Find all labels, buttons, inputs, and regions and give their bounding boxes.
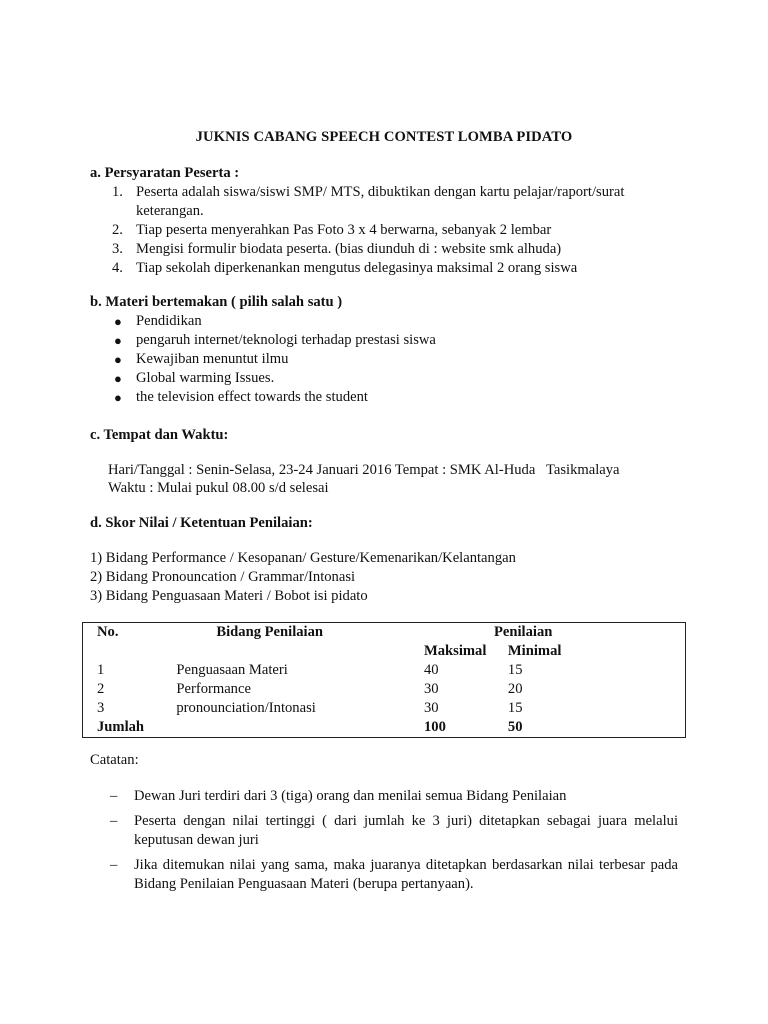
- section-d-heading: d. Skor Nilai / Ketentuan Penilaian:: [90, 515, 313, 531]
- themes-list: [112, 312, 672, 407]
- requirements-list: [112, 183, 692, 278]
- bullet-icon: ●: [114, 333, 122, 348]
- dash-icon: –: [110, 788, 118, 804]
- dash-icon: –: [110, 813, 118, 829]
- table-total-row: Jumlah 100 50: [97, 719, 523, 735]
- list-item: 3. Mengisi formulir biodata peserta. (bias diunduh di : website smk alhuda): [112, 241, 562, 257]
- header-no: No.: [97, 624, 119, 640]
- list-item: ● the television effect towards the student: [114, 389, 368, 405]
- section-c-heading: c. Tempat dan Waktu:: [90, 427, 229, 443]
- criteria-item: 1) Bidang Performance / Kesopanan/ Gesture/Kemenarikan/Kelantangan: [90, 550, 516, 566]
- notes-list: [106, 787, 678, 900]
- table-row: 2 Performance 30 20: [97, 681, 523, 697]
- header-maksimal: Maksimal: [423, 643, 487, 659]
- list-item: – Jika ditemukan nilai yang sama, maka juaranya ditetapkan berdasarkan nilai terbesar pada Bidang Penilaian Penguasaan Materi (berupa pertanyaan).: [110, 857, 678, 892]
- table-row: 1 Penguasaan Materi 40 15: [97, 662, 523, 678]
- list-item: ● Pendidikan: [114, 313, 202, 329]
- schedule-line: Hari/Tanggal : Senin-Selasa, 23-24 Januari 2016 Tempat : SMK Al-Huda Tasikmalaya: [108, 462, 620, 478]
- list-item: – Peserta dengan nilai tertinggi ( dari jumlah ke 3 juri) ditetapkan sebagai juara melalui keputusan dewan juri: [110, 813, 678, 848]
- list-item: 2. Tiap peserta menyerahkan Pas Foto 3 x 4 berwarna, sebanyak 2 lembar: [112, 222, 552, 238]
- bullet-icon: ●: [114, 352, 122, 367]
- header-minimal: Minimal: [507, 643, 562, 659]
- section-b-heading: b. Materi bertemakan ( pilih salah satu ): [90, 294, 343, 310]
- header-bidang: Bidang Penilaian: [216, 624, 324, 640]
- bullet-icon: ●: [114, 314, 122, 329]
- list-item: ● Kewajiban menuntut ilmu: [114, 351, 289, 367]
- header-penilaian: Penilaian: [493, 624, 553, 640]
- list-item: ● Global warming Issues.: [114, 370, 275, 386]
- list-item: 1. Peserta adalah siswa/siswi SMP/ MTS, dibuktikan dengan kartu pelajar/raport/surat keterangan.: [112, 184, 625, 219]
- document-title: JUKNIS CABANG SPEECH CONTEST LOMBA PIDATO: [195, 129, 573, 145]
- list-item: – Dewan Juri terdiri dari 3 (tiga) orang dan menilai semua Bidang Penilaian: [110, 788, 567, 804]
- list-item: ● pengaruh internet/teknologi terhadap prestasi siswa: [114, 332, 436, 348]
- list-item: 4. Tiap sekolah diperkenankan mengutus delegasinya maksimal 2 orang siswa: [112, 260, 578, 276]
- criteria-item: 3) Bidang Penguasaan Materi / Bobot isi pidato: [90, 588, 368, 604]
- criteria-item: 2) Bidang Pronouncation / Grammar/Intonasi: [90, 569, 356, 585]
- notes-heading: Catatan:: [90, 752, 139, 768]
- dash-icon: –: [110, 857, 118, 873]
- bullet-icon: ●: [114, 371, 122, 386]
- bullet-icon: ●: [114, 390, 122, 405]
- section-a-heading: a. Persyaratan Peserta :: [90, 165, 240, 181]
- table-row: 3 pronounciation/Intonasi 30 15: [97, 700, 523, 716]
- time-line: Waktu : Mulai pukul 08.00 s/d selesai: [108, 480, 329, 496]
- scoring-table: [82, 622, 686, 738]
